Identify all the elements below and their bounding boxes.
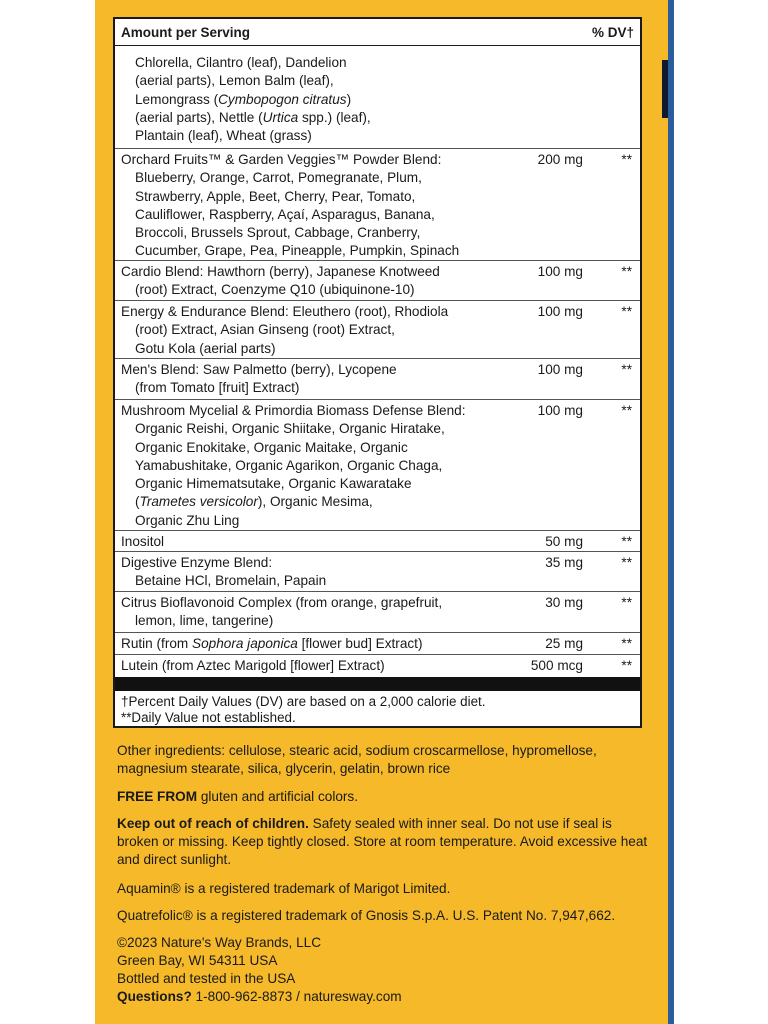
ingredient-row — [115, 148, 640, 259]
ingredient-row — [115, 260, 640, 298]
ingredient-line: Plantain (leaf), Wheat (grass) — [135, 128, 312, 144]
ingredient-line: Orchard Fruits™ & Garden Veggies™ Powder Blend: — [121, 152, 442, 167]
ingredient-dv: ** — [621, 658, 632, 673]
ingredient-dv: ** — [621, 555, 632, 570]
aquamin-trademark: Aquamin® is a registered trademark of Marigot Limited. — [117, 881, 451, 896]
ingredient-dv: ** — [621, 362, 632, 377]
ingredient-line: Organic Enokitake, Organic Maitake, Organic — [135, 439, 408, 455]
ingredient-line: Betaine HCl, Bromelain, Papain — [135, 573, 327, 589]
ingredient-amount: 100 mg — [537, 403, 583, 418]
amount-per-serving-heading: Amount per Serving — [121, 25, 251, 40]
address: Green Bay, WI 54311 USA — [117, 953, 278, 968]
ingredient-line: Organic Himematsutake, Organic Kawaratake — [135, 476, 412, 492]
questions-contact: 1-800-962-8873 / naturesway.com — [191, 989, 402, 1004]
ingredient-line: (root) Extract, Asian Ginseng (root) Extract, — [135, 322, 395, 338]
package-edge — [668, 0, 674, 1024]
ingredient-line: Gotu Kola (aerial parts) — [135, 340, 276, 356]
ingredient-line: (aerial parts), Nettle (Urtica spp.) (leaf), — [135, 109, 371, 125]
ingredient-line: Yamabushitake, Organic Agarikon, Organic Chaga, — [135, 457, 443, 473]
ingredient-line: Digestive Enzyme Blend: — [121, 555, 273, 570]
ingredient-amount: 100 mg — [537, 362, 583, 377]
ingredient-line: Cauliflower, Raspberry, Açaí, Asparagus, Banana, — [135, 206, 435, 222]
free-from-heading: FREE FROM — [117, 789, 198, 804]
ingredient-line: Cardio Blend: Hawthorn (berry), Japanese Knotweed — [121, 264, 440, 279]
warning — [117, 815, 657, 869]
ingredient-amount: 35 mg — [545, 555, 583, 570]
ingredient-amount: 200 mg — [537, 152, 583, 167]
ingredient-row — [115, 632, 640, 651]
free-from-text: gluten and artificial colors. — [197, 789, 359, 804]
ingredient-dv: ** — [621, 595, 632, 610]
ingredient-row — [115, 300, 640, 356]
ingredient-line: Lutein (from Aztec Marigold [flower] Extract) — [121, 658, 385, 673]
footnote-dv: †Percent Daily Values (DV) are based on a 2,000 calorie diet. — [121, 694, 486, 709]
ingredient-amount: 100 mg — [537, 264, 583, 279]
copyright: ©2023 Nature's Way Brands, LLC — [117, 935, 322, 950]
ingredient-line: Energy & Endurance Blend: Eleuthero (root), Rhodiola — [121, 304, 449, 319]
ingredient-row — [115, 530, 640, 549]
ingredient-line: Organic Zhu Ling — [135, 512, 240, 528]
ingredient-line: Men's Blend: Saw Palmetto (berry), Lycopene — [121, 362, 397, 377]
ingredient-amount: 100 mg — [537, 304, 583, 319]
ingredient-row — [115, 358, 640, 396]
ingredient-line: Inositol — [121, 534, 165, 549]
ingredient-dv: ** — [621, 403, 632, 418]
ingredient-line: Citrus Bioflavonoid Complex (from orange, grapefruit, — [121, 595, 443, 610]
ingredient-line: (aerial parts), Lemon Balm (leaf), — [135, 73, 334, 89]
dv-heading: % DV† — [591, 25, 634, 40]
ingredient-row — [115, 551, 640, 589]
ingredient-amount: 30 mg — [545, 595, 583, 610]
ingredient-dv: ** — [621, 264, 632, 279]
ingredient-line: Blueberry, Orange, Carrot, Pomegranate, Plum, — [135, 170, 422, 186]
ingredient-line: (from Tomato [fruit] Extract) — [135, 380, 300, 396]
ingredient-row — [115, 654, 640, 673]
ingredient-row — [115, 399, 640, 528]
ingredient-dv: ** — [621, 636, 632, 651]
warning-text: Safety sealed with inner seal. Do not use if seal is broken or missing. Keep tightly closed. Store at room temperature. Avoid excessive heat and direct sunlight. — [117, 816, 648, 867]
ingredient-line: (Trametes versicolor), Organic Mesima, — [135, 494, 373, 510]
company-info — [117, 934, 657, 1006]
ingredient-dv: ** — [621, 534, 632, 549]
table-divider-bar — [115, 677, 640, 691]
footnote-not-established: **Daily Value not established. — [121, 710, 296, 725]
supplement-facts-table — [113, 17, 642, 728]
ingredient-row — [115, 591, 640, 629]
bottled-note: Bottled and tested in the USA — [117, 971, 296, 986]
questions-heading: Questions? — [117, 989, 192, 1004]
ingredient-amount: 50 mg — [545, 534, 583, 549]
ingredient-amount: 25 mg — [545, 636, 583, 651]
ingredient-dv: ** — [621, 152, 632, 167]
table-header — [115, 19, 640, 46]
ingredient-line: Strawberry, Apple, Beet, Cherry, Pear, Tomato, — [135, 188, 416, 204]
warning-heading: Keep out of reach of children. — [117, 816, 309, 831]
package-edge-dark — [662, 60, 668, 118]
ingredient-line: (root) Extract, Coenzyme Q10 (ubiquinone-10) — [135, 282, 415, 298]
ingredient-line: lemon, lime, tangerine) — [135, 613, 274, 629]
ingredient-line: Broccoli, Brussels Sprout, Cabbage, Cranberry, — [135, 225, 421, 241]
ingredient-dv: ** — [621, 304, 632, 319]
ingredient-line: Chlorella, Cilantro (leaf), Dandelion — [135, 55, 347, 70]
ingredient-line: Cucumber, Grape, Pea, Pineapple, Pumpkin, Spinach — [135, 243, 460, 259]
ingredient-line: Rutin (from Sophora japonica [flower bud] Extract) — [121, 636, 423, 651]
ingredient-amount: 500 mcg — [530, 658, 583, 673]
quatrefolic-trademark: Quatrefolic® is a registered trademark of Gnosis S.p.A. U.S. Patent No. 7,947,662. — [117, 908, 616, 923]
other-ingredients: Other ingredients: cellulose, stearic acid, sodium croscarmellose, hypromellose, magnesium stearate, silica, glycerin, gelatin, brown rice — [117, 743, 597, 776]
ingredient-line: Mushroom Mycelial & Primordia Biomass Defense Blend: — [121, 403, 466, 418]
ingredient-line: Organic Reishi, Organic Shiitake, Organic Hiratake, — [135, 421, 445, 437]
ingredient-line: Lemongrass (Cymbopogon citratus) — [135, 91, 352, 107]
footnotes — [121, 694, 485, 726]
free-from — [117, 788, 657, 806]
